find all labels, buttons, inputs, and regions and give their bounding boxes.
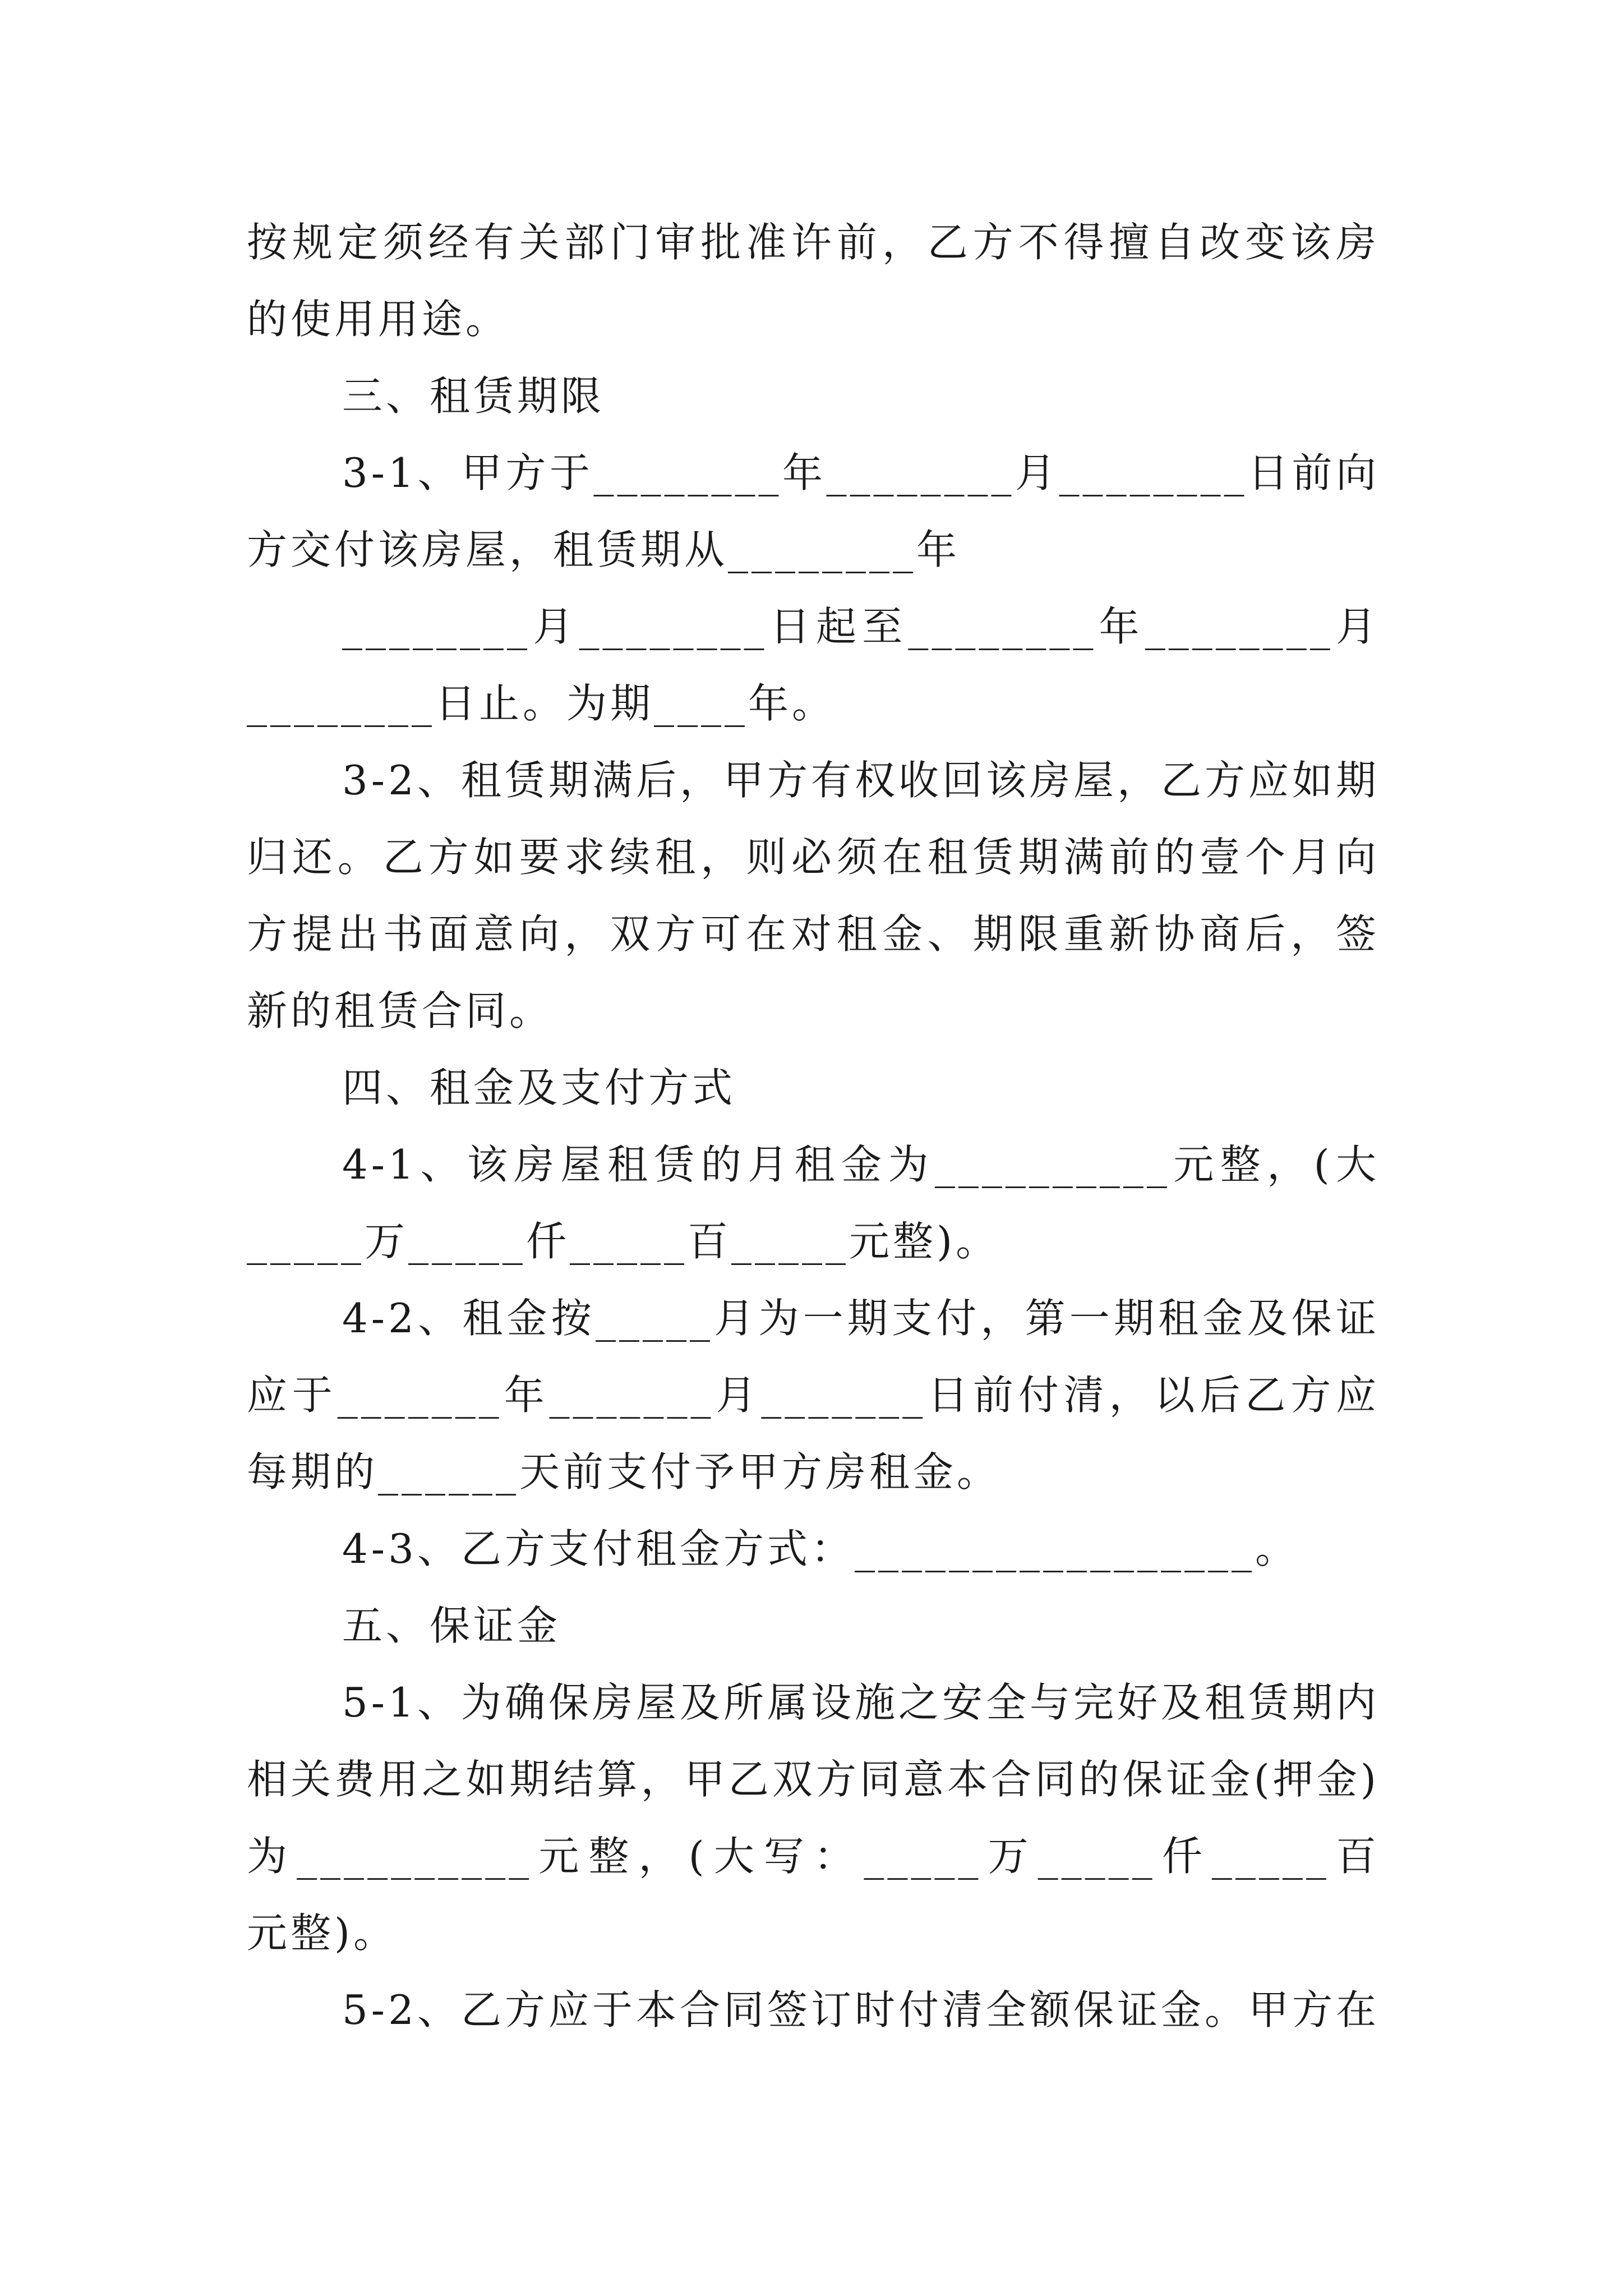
text-line: 方交付该房屋，租赁期从________年	[247, 526, 961, 573]
text-line: 元整)。	[247, 1910, 398, 1957]
text-line: 为__________元整，(大写：_____万_____仟_____百	[247, 1833, 1380, 1880]
text-line: 4-3、乙方支付租金方式：_________________。	[342, 1525, 1299, 1572]
text-line: 3-2、租赁期满后，甲方有权收回该房屋，乙方应如期	[342, 757, 1380, 804]
section-heading: 四、租金及支付方式	[342, 1064, 736, 1111]
text-line: 按规定须经有关部门审批准许前，乙方不得擅自改变该房	[247, 219, 1380, 266]
text-line: 4-1、该房屋租赁的月租金为__________元整，(大	[342, 1141, 1380, 1188]
text-line: 归还。乙方如要求续租，则必须在租赁期满前的壹个月向	[247, 834, 1380, 881]
text-line: 5-1、为确保房屋及所属设施之安全与完好及租赁期内	[342, 1679, 1380, 1726]
section-heading: 三、租赁期限	[342, 372, 605, 420]
text-line: 5-2、乙方应于本合同签订时付清全额保证金。甲方在	[342, 1986, 1380, 2033]
text-line: _____万_____仟_____百_____元整)。	[247, 1218, 1000, 1265]
text-line: 的使用用途。	[247, 296, 510, 343]
text-line: ________日止。为期____年。	[247, 680, 836, 727]
text-line: 4-2、租金按_____月为一期支付，第一期租金及保证	[342, 1295, 1380, 1342]
text-line: 应于_______年_______月_______日前付清，以后乙方应	[247, 1372, 1380, 1419]
text-line: 每期的______天前支付予甲方房租金。	[247, 1448, 1001, 1496]
text-line: 相关费用之如期结算，甲乙双方同意本合同的保证金(押金)	[247, 1756, 1380, 1803]
text-line: 3-1、甲方于________年________月________日前向	[342, 449, 1380, 496]
text-line: 新的租赁合同。	[247, 987, 554, 1034]
section-heading: 五、保证金	[342, 1602, 561, 1649]
text-line: 方提出书面意向，双方可在对租金、期限重新协商后，签	[247, 910, 1380, 958]
text-line: ________月________日起至________年________月	[342, 603, 1380, 650]
